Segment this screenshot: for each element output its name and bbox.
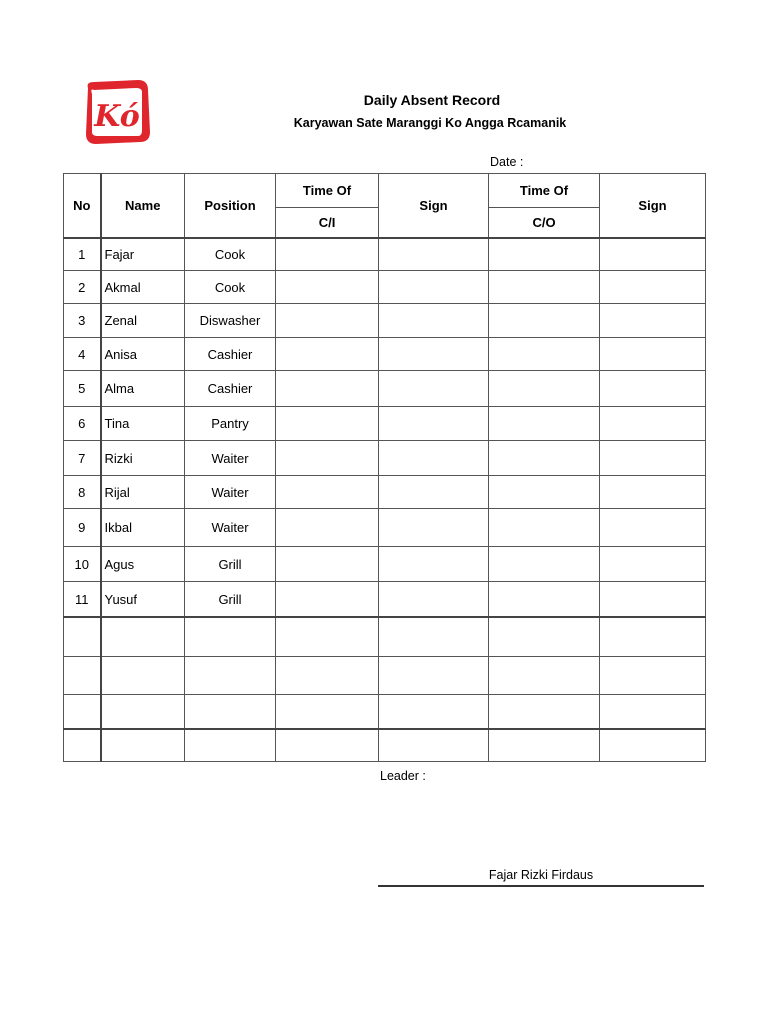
row-sign-co: [600, 238, 706, 271]
header-time-of-ci: Time Of: [276, 174, 379, 208]
row-position: Cashier: [185, 338, 276, 371]
row-name: [101, 657, 185, 695]
row-time-co: [489, 547, 600, 582]
row-position: [185, 729, 276, 762]
table-row: [64, 617, 706, 657]
row-time-co: [489, 238, 600, 271]
row-name: Rizki: [101, 441, 185, 476]
row-time-co: [489, 441, 600, 476]
row-time-co: [489, 582, 600, 618]
row-no: [64, 695, 101, 730]
table-row: [64, 657, 706, 695]
row-time-co: [489, 657, 600, 695]
row-time-ci: [276, 657, 379, 695]
row-time-co: [489, 729, 600, 762]
row-time-co: [489, 476, 600, 509]
row-name: [101, 617, 185, 657]
row-position: Waiter: [185, 441, 276, 476]
row-time-ci: [276, 582, 379, 618]
row-time-ci: [276, 271, 379, 304]
row-name: Fajar: [101, 238, 185, 271]
row-time-co: [489, 617, 600, 657]
row-sign-co: [600, 657, 706, 695]
row-sign-ci: [379, 547, 489, 582]
row-sign-ci: [379, 617, 489, 657]
row-name: Rijal: [101, 476, 185, 509]
row-sign-co: [600, 441, 706, 476]
row-position: Grill: [185, 582, 276, 618]
table-row: [64, 509, 706, 547]
row-time-ci: [276, 304, 379, 338]
row-name: Yusuf: [101, 582, 185, 618]
table-row: [64, 371, 706, 407]
svg-text:Kó: Kó: [94, 99, 140, 134]
row-no: [64, 729, 101, 762]
table-row: [64, 304, 706, 338]
row-name: Ikbal: [101, 509, 185, 547]
row-time-co: [489, 695, 600, 730]
table-row: [64, 582, 706, 618]
row-position: [185, 695, 276, 730]
header-sign-ci: Sign: [379, 174, 489, 239]
row-time-ci: [276, 729, 379, 762]
row-no: 5: [64, 371, 101, 407]
row-name: Zenal: [101, 304, 185, 338]
row-time-ci: [276, 476, 379, 509]
row-sign-co: [600, 729, 706, 762]
row-sign-ci: [379, 509, 489, 547]
row-position: [185, 617, 276, 657]
row-sign-ci: [379, 238, 489, 271]
row-sign-ci: [379, 729, 489, 762]
table-row: [64, 476, 706, 509]
row-position: Grill: [185, 547, 276, 582]
row-time-co: [489, 407, 600, 441]
row-sign-co: [600, 695, 706, 730]
header-name: Name: [101, 174, 185, 239]
leader-label: Leader :: [380, 769, 426, 783]
row-no: 2: [64, 271, 101, 304]
table-row: [64, 238, 706, 271]
table-row: [64, 441, 706, 476]
row-no: 9: [64, 509, 101, 547]
leader-name: Fajar Rizki Firdaus: [488, 868, 594, 882]
row-sign-co: [600, 476, 706, 509]
row-no: 7: [64, 441, 101, 476]
row-time-ci: [276, 407, 379, 441]
row-sign-ci: [379, 695, 489, 730]
row-sign-ci: [379, 476, 489, 509]
row-time-co: [489, 271, 600, 304]
row-name: [101, 695, 185, 730]
ko-stamp-logo-icon: [80, 78, 154, 148]
row-position: Waiter: [185, 509, 276, 547]
row-name: Tina: [101, 407, 185, 441]
row-sign-co: [600, 304, 706, 338]
row-sign-co: [600, 338, 706, 371]
row-time-co: [489, 509, 600, 547]
row-time-ci: [276, 441, 379, 476]
row-sign-co: [600, 547, 706, 582]
row-time-ci: [276, 695, 379, 730]
row-no: 3: [64, 304, 101, 338]
header-position: Position: [185, 174, 276, 239]
row-position: Waiter: [185, 476, 276, 509]
header-co: C/O: [489, 208, 600, 239]
row-time-co: [489, 338, 600, 371]
row-sign-co: [600, 582, 706, 618]
table-row: [64, 407, 706, 441]
row-sign-co: [600, 407, 706, 441]
row-no: 10: [64, 547, 101, 582]
row-time-ci: [276, 547, 379, 582]
table-row: [64, 338, 706, 371]
row-time-co: [489, 304, 600, 338]
row-sign-ci: [379, 657, 489, 695]
header-sign-co: Sign: [600, 174, 706, 239]
row-sign-ci: [379, 338, 489, 371]
row-sign-co: [600, 617, 706, 657]
row-name: Akmal: [101, 271, 185, 304]
row-position: Cashier: [185, 371, 276, 407]
date-label: Date :: [490, 155, 524, 169]
row-sign-ci: [379, 304, 489, 338]
row-name: Alma: [101, 371, 185, 407]
row-no: [64, 657, 101, 695]
row-time-ci: [276, 371, 379, 407]
row-name: Agus: [101, 547, 185, 582]
table-row: [64, 271, 706, 304]
row-sign-ci: [379, 407, 489, 441]
row-sign-co: [600, 371, 706, 407]
header-ci: C/I: [276, 208, 379, 239]
row-sign-ci: [379, 371, 489, 407]
row-no: [64, 617, 101, 657]
page-title: Daily Absent Record: [363, 92, 501, 108]
attendance-table: [63, 173, 706, 762]
row-no: 8: [64, 476, 101, 509]
page-subtitle: Karyawan Sate Maranggi Ko Angga Rcamanik: [293, 116, 567, 130]
row-name: [101, 729, 185, 762]
row-name: Anisa: [101, 338, 185, 371]
row-sign-ci: [379, 271, 489, 304]
row-no: 4: [64, 338, 101, 371]
row-time-ci: [276, 617, 379, 657]
row-sign-co: [600, 509, 706, 547]
row-time-ci: [276, 509, 379, 547]
row-position: Cook: [185, 238, 276, 271]
row-position: Pantry: [185, 407, 276, 441]
row-time-ci: [276, 238, 379, 271]
row-position: Diswasher: [185, 304, 276, 338]
table-row: [64, 729, 706, 762]
row-no: 1: [64, 238, 101, 271]
row-time-co: [489, 371, 600, 407]
header-no: No: [64, 174, 101, 239]
table-row: [64, 547, 706, 582]
row-position: Cook: [185, 271, 276, 304]
row-position: [185, 657, 276, 695]
table-row: [64, 695, 706, 730]
row-sign-ci: [379, 441, 489, 476]
header-time-of-co: Time Of: [489, 174, 600, 208]
row-sign-ci: [379, 582, 489, 618]
row-sign-co: [600, 271, 706, 304]
row-no: 11: [64, 582, 101, 618]
row-no: 6: [64, 407, 101, 441]
signature-line: [378, 885, 704, 887]
row-time-ci: [276, 338, 379, 371]
